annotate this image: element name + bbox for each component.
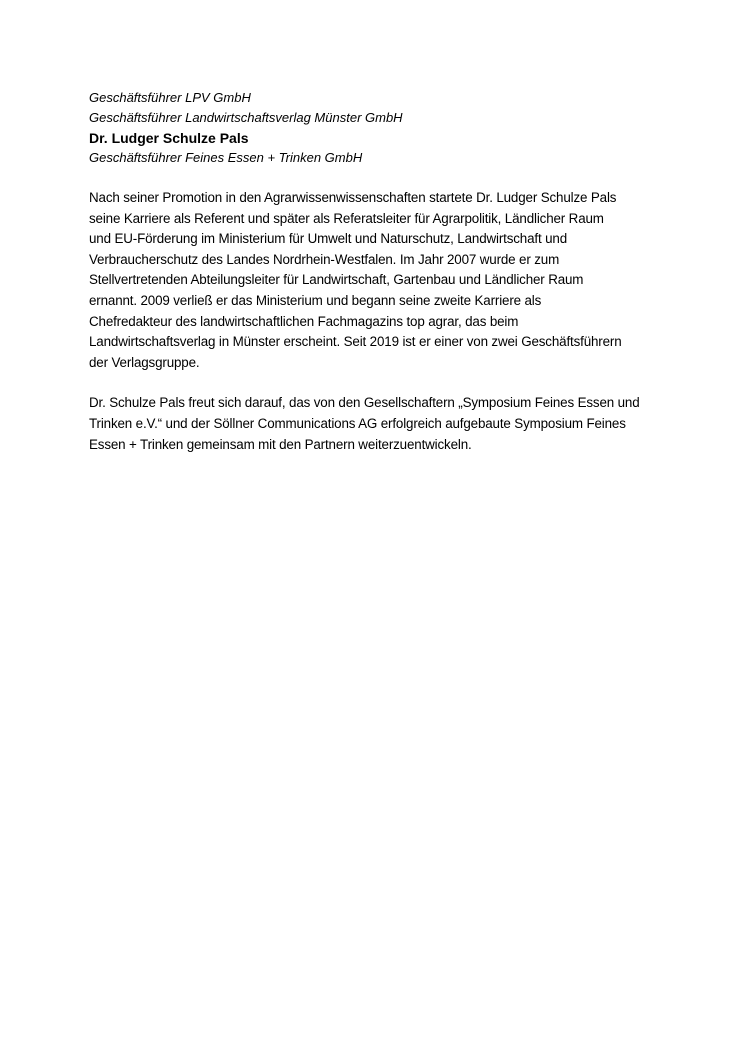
bio-line: seine Karriere als Referent und später als Referatsleiter für Agrarpolitik, Ländlicher Raum [89,210,604,226]
bio-line: Chefredakteur des landwirtschaftlichen Fachmagazins top agrar, das beim [89,313,519,329]
role-lpv: Geschäftsführer LPV GmbH [89,90,251,105]
outlook-line: Essen + Trinken gemeinsam mit den Partnern weiterzuentwickeln. [89,436,472,452]
outlook-line: Dr. Schulze Pals freut sich darauf, das von den Gesellschaftern „Symposium Feines Essen und [89,395,640,411]
role-landwirtschaftsverlag: Geschäftsführer Landwirtschaftsverlag Münster GmbH [89,110,403,125]
role-feines-essen: Geschäftsführer Feines Essen + Trinken GmbH [89,150,363,165]
bio-line: und EU-Förderung im Ministerium für Umwelt und Naturschutz, Landwirtschaft und [89,231,568,247]
person-name: Dr. Ludger Schulze Pals [89,130,249,146]
bio-line: ernannt. 2009 verließ er das Ministerium und begann seine zweite Karriere als [89,292,542,308]
bio-line: der Verlagsgruppe. [89,354,200,370]
bio-line: Landwirtschaftsverlag in Münster erscheint. Seit 2019 ist er einer von zwei Geschäftsführern [89,334,622,350]
bio-line: Verbraucherschutz des Landes Nordrhein-Westfalen. Im Jahr 2007 wurde er zum [89,251,560,267]
bio-line: Stellvertretenden Abteilungsleiter für Landwirtschaft, Gartenbau und Ländlicher Raum [89,272,584,288]
bio-paragraph [89,188,664,373]
outlook-line: Trinken e.V.“ und der Söllner Communications AG erfolgreich aufgebaute Symposium Feines [89,415,626,431]
outlook-paragraph [89,393,664,455]
document-content [89,88,664,455]
bio-line: Nach seiner Promotion in den Agrarwissenwissenschaften startete Dr. Ludger Schulze Pals [89,190,617,205]
